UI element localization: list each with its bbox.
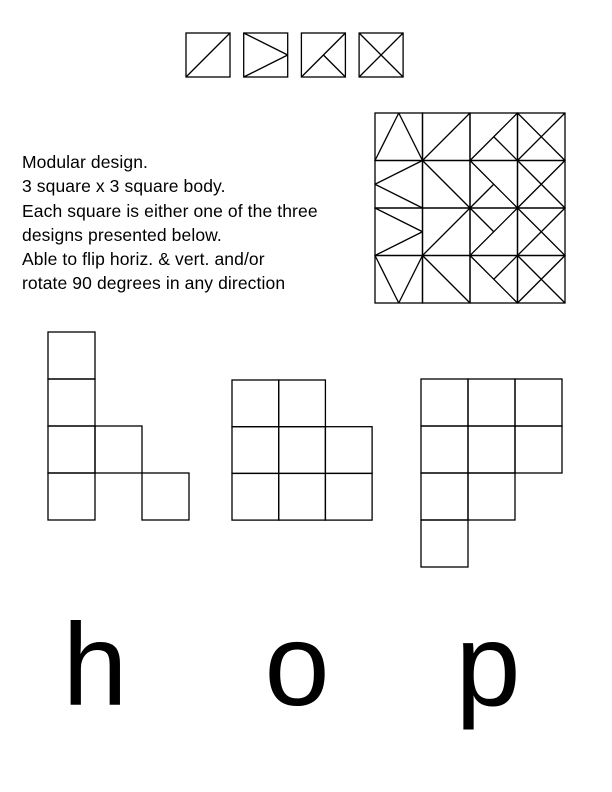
sample-tile-tri-right-tri-right-line (244, 55, 288, 77)
o-shape-cell (279, 473, 326, 520)
p-shape-cell (515, 379, 562, 426)
module-cell-r0c0-tri-up-line (399, 113, 423, 161)
design-brief-text (22, 150, 318, 296)
module-cell-r2c0-frame (375, 208, 423, 256)
o-shape-cell (232, 427, 279, 474)
h-shape-cell (48, 332, 95, 379)
big-letter-h: h (62, 599, 128, 730)
p-shape (421, 379, 562, 567)
module-demo-grid (375, 113, 565, 303)
o-shape-cell (279, 427, 326, 474)
sample-tile-tri-right-tri-right-line (244, 33, 288, 55)
brief-line: designs presented below. (22, 224, 222, 245)
o-shape-cell (232, 473, 279, 520)
module-cell-r2c2-half-diag-tl-line (470, 208, 494, 232)
h-shape-cell (95, 426, 142, 473)
big-letter-p: p (455, 599, 521, 730)
o-shape-cell (325, 473, 372, 520)
module-cell-r1c1-diag-down-line (423, 161, 471, 209)
module-cell-r1c0-tri-left-line (375, 161, 423, 185)
brief-line: 3 square x 3 square body. (22, 176, 226, 197)
module-cell-r3c0-frame (375, 256, 423, 304)
sample-tile-tri-right-frame (244, 33, 288, 77)
p-shape-cell (468, 426, 515, 473)
sample-tiles-row (186, 33, 403, 77)
brief-line: Modular design. (22, 152, 149, 172)
module-cell-r3c0-tri-down-line (375, 256, 399, 304)
o-shape-cell (232, 380, 279, 427)
sample-tile-diag-up-diag-up-line (186, 33, 230, 77)
h-shape-cell (48, 473, 95, 520)
h-shape-cell (142, 473, 189, 520)
module-cell-r0c2-half-diag-br-line (494, 137, 518, 161)
o-shape (232, 380, 372, 520)
module-cell-r1c2-half-diag-bl-line (470, 184, 494, 208)
brief-line: Able to flip horiz. & vert. and/or (22, 249, 265, 270)
module-cell-r2c1-diag-up-line (423, 208, 471, 256)
h-shape (48, 332, 189, 520)
brief-line: rotate 90 degrees in any direction (22, 273, 286, 294)
brief-line: Each square is either one of the three (22, 200, 318, 221)
module-cell-r0c1-diag-up-line (423, 113, 471, 161)
module-cell-r3c1-diag-down-line (423, 256, 471, 304)
p-shape-cell (421, 426, 468, 473)
p-shape-cell (421, 379, 468, 426)
module-cell-r1c0-frame (375, 161, 423, 209)
p-shape-cell (468, 473, 515, 520)
sample-tile-half-diag-br-half-diag-br-line (323, 55, 345, 77)
module-cell-r0c0-tri-up-line (375, 113, 399, 161)
module-cell-r0c0-frame (375, 113, 423, 161)
big-letter-o: o (264, 599, 330, 730)
o-shape-cell (279, 380, 326, 427)
module-cell-r3c2-half-diag-tr-line (494, 256, 518, 280)
o-shape-cell (325, 427, 372, 474)
p-shape-cell (421, 520, 468, 567)
module-cell-r2c0-tri-right-line (375, 232, 423, 256)
module-cell-r3c0-tri-down-line (399, 256, 423, 304)
p-shape-cell (421, 473, 468, 520)
p-shape-cell (515, 426, 562, 473)
p-shape-cell (468, 379, 515, 426)
h-shape-cell (48, 426, 95, 473)
h-shape-cell (48, 379, 95, 426)
module-cell-r1c0-tri-left-line (375, 184, 423, 208)
module-cell-r2c0-tri-right-line (375, 208, 423, 232)
